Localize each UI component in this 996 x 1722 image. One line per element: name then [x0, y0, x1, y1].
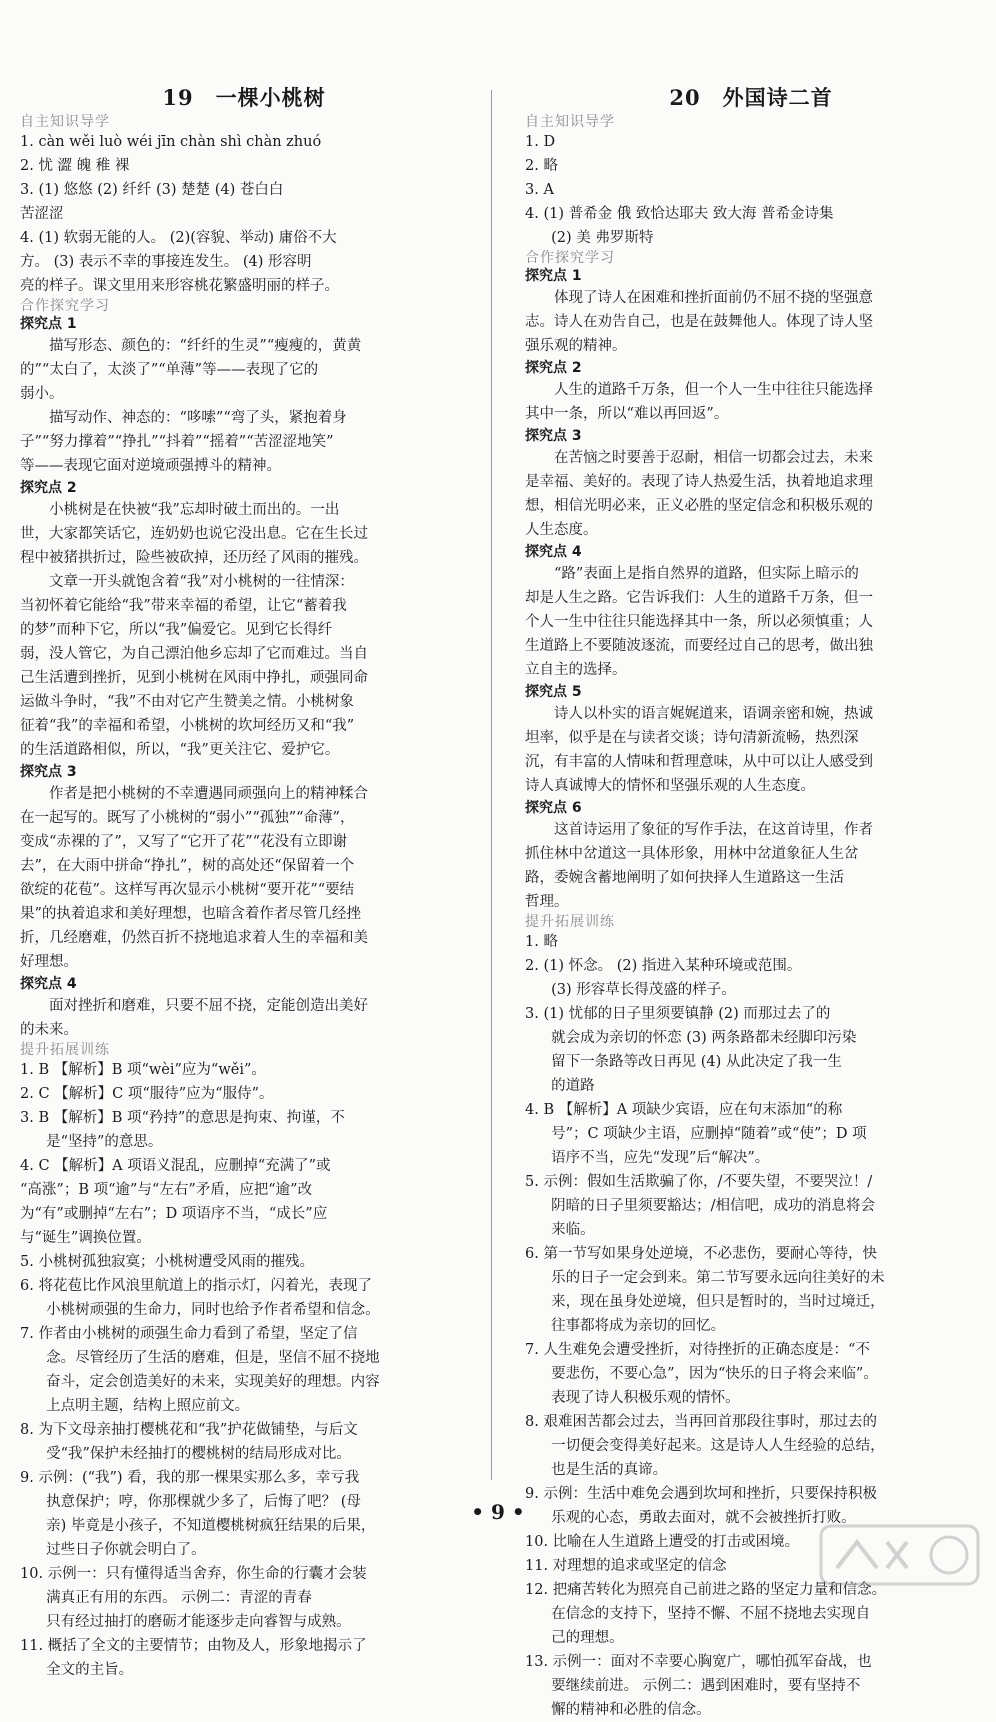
right-body: [525, 114, 977, 1722]
indented-line: 小桃树顽强的生命力，同时也给予作者希望和信念。: [46, 1302, 380, 1318]
text-line: 却是人生之路。它告诉我们：人生的道路千万条，但一: [525, 590, 873, 606]
paragraph-line: 面对挫折和磨难，只要不屈不挠，定能创造出美好: [49, 998, 368, 1014]
paragraph-line: 人生的道路千万条，但一个人一生中往往只能选择: [554, 382, 873, 398]
text-line: 哲理。: [525, 894, 569, 910]
text-line: 变成“赤裸的了”，又写了“它开了花”“花没有立即谢: [20, 834, 348, 850]
text-line: 4. (1) 普希金 俄 致恰达耶夫 致大海 普希金诗集: [525, 206, 834, 222]
paragraph-line: 体现了诗人在困难和挫折面前仍不屈不挠的坚强意: [554, 290, 873, 306]
text-line: 果”的执着追求和美好理想，也暗含着作者尽管几经挫: [20, 906, 361, 922]
text-line: 10. 比喻在人生道路上遭受的打击或困境。: [525, 1534, 800, 1550]
page-number: • 9 •: [471, 1500, 525, 1524]
text-line: 的未来。: [20, 1022, 78, 1038]
text-line: 3. (1) 悠悠 (2) 纤纤 (3) 楚楚 (4) 苍白白: [20, 182, 284, 198]
left-body: [20, 114, 468, 1682]
text-line: 苦涩涩: [20, 206, 64, 222]
text-line: 路，委婉含蓄地阐明了如何抉择人生道路这一生活: [525, 870, 844, 886]
text-line: 子”“努力撑着”“挣扎”“抖着”“摇着”“苦涩涩地笑”: [20, 434, 334, 450]
indented-line: 来，现在虽身处逆境，但只是暂时的，当时过境迁，: [551, 1294, 885, 1310]
paragraph-line: “路”表面上是指自然界的道路，但实际上暗示的: [554, 566, 859, 582]
text-line: 己生活遭到挫折，见到小桃树在风雨中挣扎，顽强同命: [20, 670, 368, 686]
paragraph-line: 诗人以朴实的语言娓娓道来，语调亲密和婉，热诚: [554, 706, 873, 722]
text-line: 2. (1) 怀念。 (2) 指进入某种环境或范围。: [525, 958, 802, 974]
text-line: 13. 示例一：面对不幸要心胸宽广，哪怕孤军奋战，也: [525, 1654, 872, 1670]
text-line: 为“有”或删掉“左右”；D 项语序不当，“成长”应: [20, 1206, 328, 1222]
text-line: 志。诗人在劝告自己，也是在鼓舞他人。体现了诗人坚: [525, 314, 873, 330]
indented-line: 受“我”保护未经抽打的樱桃树的结局形成对比。: [46, 1446, 351, 1462]
indented-line: 奋斗，定会创造美好的未来，实现美好的理想。内容: [46, 1374, 380, 1390]
indented-line: 执意保护；哼，你那棵就少多了，后悔了吧？ (母: [46, 1494, 361, 1510]
text-line: 生道路上不要随波逐流，而要经过自己的思考，做出独: [525, 638, 873, 654]
text-line: 沉，有丰富的人情味和哲理意味，从中可以让人感受到: [525, 754, 873, 770]
subsection-heading: 探究点 1: [20, 316, 77, 332]
indented-line: 亲) 毕竟是小孩子，不知道樱桃树疯狂结果的后果，: [46, 1518, 376, 1534]
lesson-title: [525, 82, 977, 114]
text-line: 其中一条，所以“难以再回返”。: [525, 406, 729, 422]
indented-line: 的道路: [551, 1078, 595, 1094]
text-line: 好理想。: [20, 954, 78, 970]
indented-line: 念。尽管经历了生活的磨难，但是，坚信不屈不挠地: [46, 1350, 380, 1366]
text-line: 人生态度。: [525, 522, 598, 538]
text-line: 11. 概括了全文的主要情节；由物及人，形象地揭示了: [20, 1638, 367, 1654]
section-heading: 自主知识导学: [20, 114, 110, 130]
text-line: 4. (1) 软弱无能的人。 (2)(容貌、举动) 庸俗不大: [20, 230, 337, 246]
indented-line: 要继续前进。 示例二：遇到困难时，要有坚持不: [551, 1678, 861, 1694]
text-line: 9. 示例：生活中难免会遇到坎坷和挫折，只要保持积极: [525, 1486, 877, 1502]
text-line: 4. B 【解析】A 项缺少宾语，应在句末添加“的称: [525, 1102, 843, 1118]
watermark-logo: [817, 1520, 982, 1590]
text-line: 12. 把痛苦转化为照亮自己前进之路的坚定力量和信念。: [525, 1582, 887, 1598]
text-line: 欲绽的花苞”。这样写再次显示小桃树“要开花”“要结: [20, 882, 355, 898]
indented-line: 阴暗的日子里须要豁达；/相信吧，成功的消息将会: [551, 1198, 875, 1214]
paragraph-line: 作者是把小桃树的不幸遭遇同顽强向上的精神糅合: [49, 786, 368, 802]
text-line: 方。 (3) 表示不幸的事接连发生。 (4) 形容明: [20, 254, 312, 270]
indented-line: 上点明主题，结构上照应前文。: [46, 1398, 250, 1414]
text-line: 折，几经磨难，仍然百折不挠地追求着人生的幸福和美: [20, 930, 368, 946]
text-line: 9. 示例：(“我”) 看，我的那一棵果实那么多，幸亏我: [20, 1470, 360, 1486]
text-line: “高涨”；B 项“逾”与“左右”矛盾，应把“逾”改: [20, 1182, 313, 1198]
text-line: 弱小。: [20, 386, 64, 402]
indented-line: 留下一条路等改日再见 (4) 从此决定了我一生: [551, 1054, 842, 1070]
indented-line: 表现了诗人积极乐观的情怀。: [551, 1390, 740, 1406]
text-line: 3. (1) 忧郁的日子里须要镇静 (2) 而那过去了的: [525, 1006, 831, 1022]
text-line: 世，大家都笑话它，连奶奶也说它没出息。它在生长过: [20, 526, 368, 542]
text-line: 亮的样子。课文里用来形容桃花繁盛明丽的样子。: [20, 278, 339, 294]
text-line: 弱，没人管它，为自己漂泊他乡忘却了它而难过。当自: [20, 646, 368, 662]
text-line: 程中被猪拱折过，险些被砍掉，还历经了风雨的摧残。: [20, 550, 368, 566]
lesson-number: 19: [162, 85, 194, 110]
indented-line: 过些日子你就会明白了。: [46, 1542, 206, 1558]
text-line: 6. 将花苞比作风浪里航道上的指示灯，闪着光，表现了: [20, 1278, 372, 1294]
indented-line: (2) 美 弗罗斯特: [551, 230, 654, 246]
text-line: 等——表现它面对逆境顽强搏斗的精神。: [20, 458, 281, 474]
text-line: 当初怀着它能给“我”带来幸福的希望，让它“蓄着我: [20, 598, 347, 614]
subsection-heading: 探究点 5: [525, 684, 582, 700]
text-line: 在一起写的。既写了小桃树的“弱小”“孤独”“命薄”，: [20, 810, 355, 826]
text-line: 11. 对理想的追求或坚定的信念: [525, 1558, 727, 1574]
subsection-heading: 探究点 2: [20, 480, 77, 496]
text-line: 去”，在大雨中拼命“挣扎”，树的高处还“保留着一个: [20, 858, 355, 874]
column-divider: [491, 90, 492, 1480]
text-line: 2. C 【解析】C 项“服待”应为“服侍”。: [20, 1086, 274, 1102]
section-heading: 提升拓展训练: [20, 1042, 110, 1058]
text-line: 7. 作者由小桃树的顽强生命力看到了希望，坚定了信: [20, 1326, 358, 1342]
indented-line: 号”；C 项缺少主语，应删掉“随着”或“使”；D 项: [551, 1126, 867, 1142]
text-line: 3. B 【解析】B 项“矜持”的意思是拘束、拘谨，不: [20, 1110, 345, 1126]
indented-line: 往事都将成为亲切的回忆。: [551, 1318, 726, 1334]
text-line: 1. 略: [525, 934, 558, 950]
right-column: [525, 82, 977, 1722]
subsection-heading: 探究点 2: [525, 360, 582, 376]
subsection-heading: 探究点 6: [525, 800, 582, 816]
text-line: 5. 示例：假如生活欺骗了你，/不要失望，不要哭泣！/: [525, 1174, 873, 1190]
indented-line: 懈的精神和必胜的信念。: [551, 1702, 711, 1718]
text-line: 的生活道路相似，所以，“我”更关注它、爱护它。: [20, 742, 340, 758]
indented-line: 全文的主旨。: [46, 1662, 134, 1678]
indented-line: 语序不当，应先“发现”后“解决”。: [551, 1150, 770, 1166]
subsection-heading: 探究点 4: [525, 544, 582, 560]
indented-line: 是“坚持”的意思。: [46, 1134, 163, 1150]
section-heading: 合作探究学习: [525, 250, 615, 266]
subsection-heading: 探究点 4: [20, 976, 77, 992]
text-line: 8. 艰难困苦都会过去，当再回首那段往事时，那过去的: [525, 1414, 877, 1430]
paragraph-line: 这首诗运用了象征的写作手法，在这首诗里，作者: [554, 822, 873, 838]
left-column: [20, 82, 468, 1682]
indented-line: 满真正有用的东西。 示例二：青涩的青春: [46, 1590, 312, 1606]
paragraph-line: 描写动作、神态的：“哆嗦”“弯了头，紧抱着身: [49, 410, 347, 426]
text-line: 与“诞生”调换位置。: [20, 1230, 151, 1246]
text-line: 是幸福、美好的。表现了诗人热爱生活，执着地追求理: [525, 474, 873, 490]
paragraph-line: 在苦恼之时要善于忍耐，相信一切都会过去，未来: [554, 450, 873, 466]
indented-line: 乐的日子一定会到来。第二节写要永远向往美好的未: [551, 1270, 885, 1286]
indented-line: 一切便会变得美好起来。这是诗人人生经验的总结，: [551, 1438, 885, 1454]
text-line: 立自主的选择。: [525, 662, 627, 678]
section-heading: 提升拓展训练: [525, 914, 615, 930]
text-line: 征着“我”的幸福和希望，小桃树的坎坷经历又和“我”: [20, 718, 355, 734]
indented-line: 也是生活的真谛。: [551, 1462, 668, 1478]
text-line: 1. càn wěi luò wéi jīn chàn shì chàn zhuó: [20, 134, 322, 150]
lesson-name: 外国诗二首: [722, 85, 833, 110]
subsection-heading: 探究点 1: [525, 268, 582, 284]
text-line: 10. 示例一：只有懂得适当舍弃，你生命的行囊才会装: [20, 1566, 367, 1582]
indented-line: 乐观的心态，勇敢去面对，就不会被挫折打败。: [551, 1510, 856, 1526]
indented-line: 己的理想。: [551, 1630, 624, 1646]
text-line: 4. C 【解析】A 项语义混乱，应删掉“充满了”或: [20, 1158, 331, 1174]
text-line: 抓住林中岔道这一具体形象，用林中岔道象征人生岔: [525, 846, 859, 862]
text-line: 8. 为下文母亲抽打樱桃花和“我”护花做铺垫，与后文: [20, 1422, 358, 1438]
text-line: 诗人真诚博大的情怀和坚强乐观的人生态度。: [525, 778, 815, 794]
paragraph-line: 描写形态、颜色的：“纤纤的生灵”“瘦瘦的，黄黄: [49, 338, 362, 354]
subsection-heading: 探究点 3: [20, 764, 77, 780]
text-line: 3. A: [525, 182, 554, 198]
paragraph-line: 文章一开头就饱含着“我”对小桃树的一往情深：: [49, 574, 354, 590]
text-line: 2. 略: [525, 158, 558, 174]
indented-line: 来临。: [551, 1222, 595, 1238]
text-line: 5. 小桃树孤独寂寞；小桃树遭受风雨的摧残。: [20, 1254, 314, 1270]
text-line: 的”“太白了，太淡了”“单薄”等——表现了它的: [20, 362, 319, 378]
section-heading: 合作探究学习: [20, 298, 110, 314]
text-line: 运做斗争时，“我”不由对它产生赞美之情。小桃树象: [20, 694, 354, 710]
text-line: 坦率，似乎是在与读者交谈；诗句清新流畅，热烈深: [525, 730, 859, 746]
indented-line: 只有经过抽打的磨砺才能逐步走向睿智与成熟。: [46, 1614, 351, 1630]
text-line: 个人一生中往往只能选择其中一条，所以必须慎重；人: [525, 614, 873, 630]
text-line: 强乐观的精神。: [525, 338, 627, 354]
text-line: 6. 第一节写如果身处逆境，不必悲伤，要耐心等待，快: [525, 1246, 877, 1262]
text-line: 1. D: [525, 134, 556, 150]
text-line: 7. 人生难免会遭受挫折，对待挫折的正确态度是：“不: [525, 1342, 870, 1358]
indented-line: 就会成为亲切的怀恋 (3) 两条路都未经脚印污染: [551, 1030, 857, 1046]
indented-line: 要悲伤，不要心急”，因为“快乐的日子将会来临”。: [551, 1366, 878, 1382]
indented-line: (3) 形容草长得茂盛的样子。: [551, 982, 736, 998]
lesson-title: [20, 82, 468, 114]
text-line: 的梦”而种下它，所以“我”偏爱它。见到它长得纤: [20, 622, 333, 638]
lesson-number: 20: [669, 85, 701, 110]
text-line: 1. B 【解析】B 项“wèi”应为“wěi”。: [20, 1062, 266, 1078]
paragraph-line: 小桃树是在快被“我”忘却时破土而出的。一出: [49, 502, 340, 518]
lesson-name: 一棵小桃树: [215, 85, 326, 110]
section-heading: 自主知识导学: [525, 114, 615, 130]
text-line: 想，相信光明必来，正义必胜的坚定信念和积极乐观的: [525, 498, 873, 514]
text-line: 2. 忧 澀 魄 稚 裸: [20, 158, 130, 174]
indented-line: 在信念的支持下，坚持不懈、不屈不挠地去实现自: [551, 1606, 871, 1622]
subsection-heading: 探究点 3: [525, 428, 582, 444]
